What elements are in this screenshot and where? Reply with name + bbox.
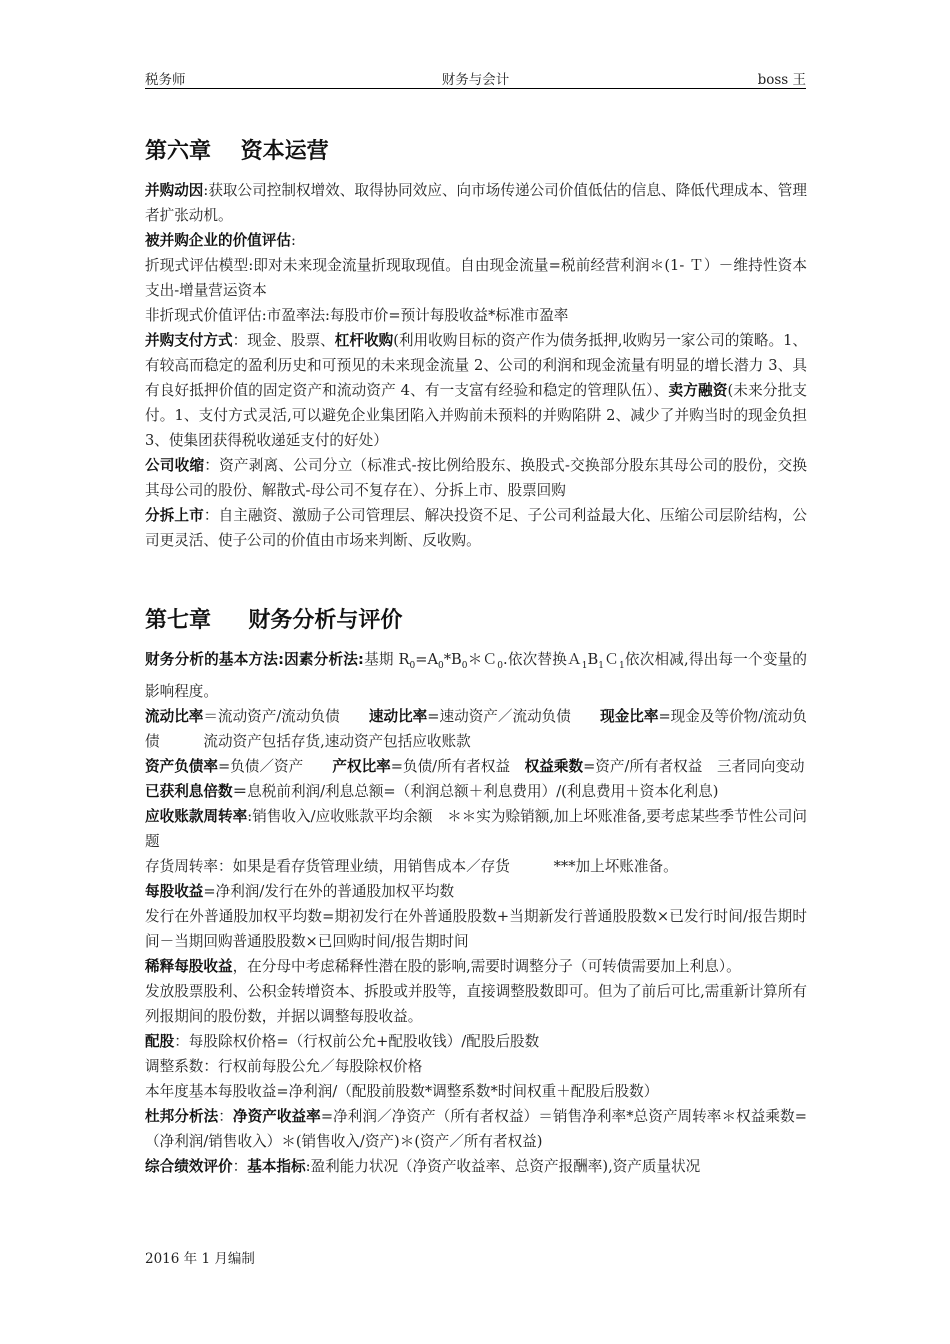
term: 净资产收益率 — [232, 1107, 321, 1125]
paragraph — [145, 453, 807, 503]
paragraph: 存货周转率：如果是看存货管理业绩，用销售成本／存货 ***加上坏账准备。 — [145, 857, 678, 875]
term: 杠杆收购 — [334, 332, 394, 349]
paragraph — [145, 804, 807, 854]
text: (未来分批支付。1、支付方式灵活,可以避免企业集团陷入并购前未预料的并购陷阱 2、减少了并购当时的现金负担 3、使集团获得税收递延支付的好处） — [145, 382, 807, 449]
subscript: 0 — [461, 660, 468, 671]
page-header — [145, 66, 806, 89]
term: 并购动因 — [145, 182, 204, 199]
paragraph: 非折现式价值评估:市盈率法:每股市价=预计每股收益*标准市盈率 — [145, 307, 569, 324]
text: ：现金、股票、 — [232, 332, 335, 349]
paragraph — [145, 178, 807, 228]
paragraph — [145, 754, 807, 779]
subscript: 0 — [409, 660, 416, 671]
document-body — [145, 134, 807, 1179]
header-left: 税务师 — [145, 72, 186, 88]
term: 财务分析的基本方法:因素分析法: — [145, 651, 364, 668]
text: ：自主融资、激励子公司管理层、解决投资不足、子公司利益最大化、压缩公司层阶结构，公司更灵活、使子公司的价值由市场来判断、反收购。 — [145, 507, 807, 549]
term: 被并购企业的价值评估 — [145, 232, 291, 249]
term: 资产负债率 — [145, 757, 218, 775]
subscript: 1 — [581, 660, 588, 671]
text: 基期 R — [363, 651, 410, 668]
text: =负债/所有者权益 — [390, 757, 525, 775]
subscript: 0 — [438, 660, 444, 671]
term: 综合绩效评价 — [145, 1157, 233, 1175]
text: ＊Ｃ — [467, 651, 498, 668]
term: 流动比率 — [145, 707, 204, 725]
paragraph — [145, 228, 807, 253]
term: 速动比率 — [368, 707, 428, 725]
text: .依次替换Ａ — [503, 651, 582, 668]
text: ： — [232, 1157, 248, 1175]
header-center: 财务与会计 — [441, 72, 510, 88]
term: 卖方融资 — [668, 382, 728, 399]
text: :盈利能力状况（净资产收益率、总资产报酬率),资产质量状况 — [305, 1157, 701, 1175]
text: Ｃ — [604, 651, 619, 668]
term: 已获利息倍数＝ — [145, 782, 248, 800]
paragraph — [145, 1029, 807, 1054]
paragraph: 发放股票股利、公积金转增资本、拆股或并股等，直接调整股数即可。但为了前后可比,需重新计算所有列报期间的股份数，并据以调整每股收益。 — [145, 982, 807, 1025]
header-right: boss 王 — [757, 72, 806, 88]
text: 依次相减,得出每一个变量的影响程度。 — [145, 651, 807, 700]
text: 息税前利润/利息总额=（利润总额＋利息费用）/(利息费用＋资本化利息) — [247, 782, 719, 800]
term: 每股收益 — [145, 882, 204, 900]
text: (利用收购目标的资产作为债务抵押,收购另一家公司的策略。1、有较高而稳定的盈利历史和可预见的未来现金流量 2、公司的利润和现金流量有明显的增长潜力 3、具有良好抵押价值的固定资产和流动资产 4、有一支富有经验和稳定的管理队伍）、 — [145, 332, 807, 399]
term: 产权比率 — [332, 757, 391, 775]
term: 杜邦分析法 — [145, 1107, 219, 1125]
text: :销售收入/应收账款平均余额 ＊＊实为赊销额,加上坏账准备,要考虑某些季节性公司问题 — [145, 807, 807, 850]
term: 分拆上市 — [145, 507, 204, 524]
paragraph: 发行在外普通股加权平均数=期初发行在外普通股股数+当期新发行普通股股数×已发行时间/报告期时间－当期回购普通股股数×已回购时间/报告期时间 — [145, 907, 807, 950]
paragraph — [145, 779, 807, 804]
subscript: 0 — [497, 660, 504, 671]
text: =净利润／净资产（所有者权益）＝销售净利率*总资产周转率＊权益乘数=（净利润/销售收入）＊(销售收入/资产)＊(资产／所有者权益) — [145, 1107, 807, 1150]
text: ： — [218, 1107, 233, 1125]
paragraph: 调整系数：行权前每股公允／每股除权价格 — [145, 1057, 423, 1075]
term: 公司收缩 — [145, 457, 205, 474]
text: ＝流动资产/流动负债 — [203, 707, 369, 725]
subscript: 1 — [598, 660, 604, 671]
term: 应收账款周转率 — [145, 807, 248, 825]
text: B — [587, 651, 599, 668]
term: 权益乘数 — [524, 757, 584, 775]
paragraph — [145, 704, 807, 754]
paragraph — [145, 1104, 807, 1154]
term: 配股 — [145, 1032, 175, 1050]
chapter-6-title: 第六章 资本运营 — [145, 139, 329, 164]
page-footer: 2016 年 1 月编制 — [145, 1251, 255, 1267]
term: 并购支付方式 — [145, 332, 233, 349]
text: =负债／资产 — [217, 757, 333, 775]
text: =现金及等价物/流动负债 流动资产包括存货,速动资产包括应收账款 — [145, 707, 807, 750]
paragraph: 折现式评估模型:即对未来现金流量折现取现值。自由现金流量=税前经营利润＊(1- Ｔ）－维持性资本支出-增量营运资本 — [145, 257, 807, 299]
paragraph — [145, 503, 807, 553]
term: 稀释每股收益 — [145, 957, 233, 975]
chapter-7-title: 第七章 财务分析与评价 — [145, 608, 403, 633]
paragraph — [145, 647, 807, 704]
paragraph: 本年度基本每股收益=净利润/（配股前股数*调整系数*时间权重＋配股后股数） — [145, 1082, 659, 1100]
text: ：每股除权价格=（行权前公允+配股收钱）/配股后股数 — [174, 1032, 540, 1050]
paragraph — [145, 328, 807, 453]
term: 基本指标 — [247, 1157, 306, 1175]
text: =资产/所有者权益 三者同向变动 — [583, 757, 805, 775]
paragraph — [145, 1154, 807, 1179]
text: ，在分母中考虑稀释性潜在股的影响,需要时调整分子（可转债需要加上利息）。 — [232, 957, 741, 975]
text: : — [290, 232, 296, 249]
subscript: 1 — [618, 660, 625, 671]
text: *B — [443, 651, 462, 668]
paragraph — [145, 954, 807, 979]
term: 现金比率 — [600, 707, 659, 725]
text: =速动资产／流动负债 — [427, 707, 601, 725]
text: =净利润/发行在外的普通股加权平均数 — [203, 882, 455, 900]
paragraph — [145, 879, 807, 904]
text: ：资产剥离、公司分立（标准式-按比例给股东、换股式-交换部分股东其母公司的股份，交换其母公司的股份、解散式-母公司不复存在）、分拆上市、股票回购 — [145, 457, 807, 499]
text: :获取公司控制权增效、取得协同效应、向市场传递公司价值低估的信息、降低代理成本、管理者扩张动机。 — [145, 182, 807, 224]
text: =A — [415, 651, 438, 668]
